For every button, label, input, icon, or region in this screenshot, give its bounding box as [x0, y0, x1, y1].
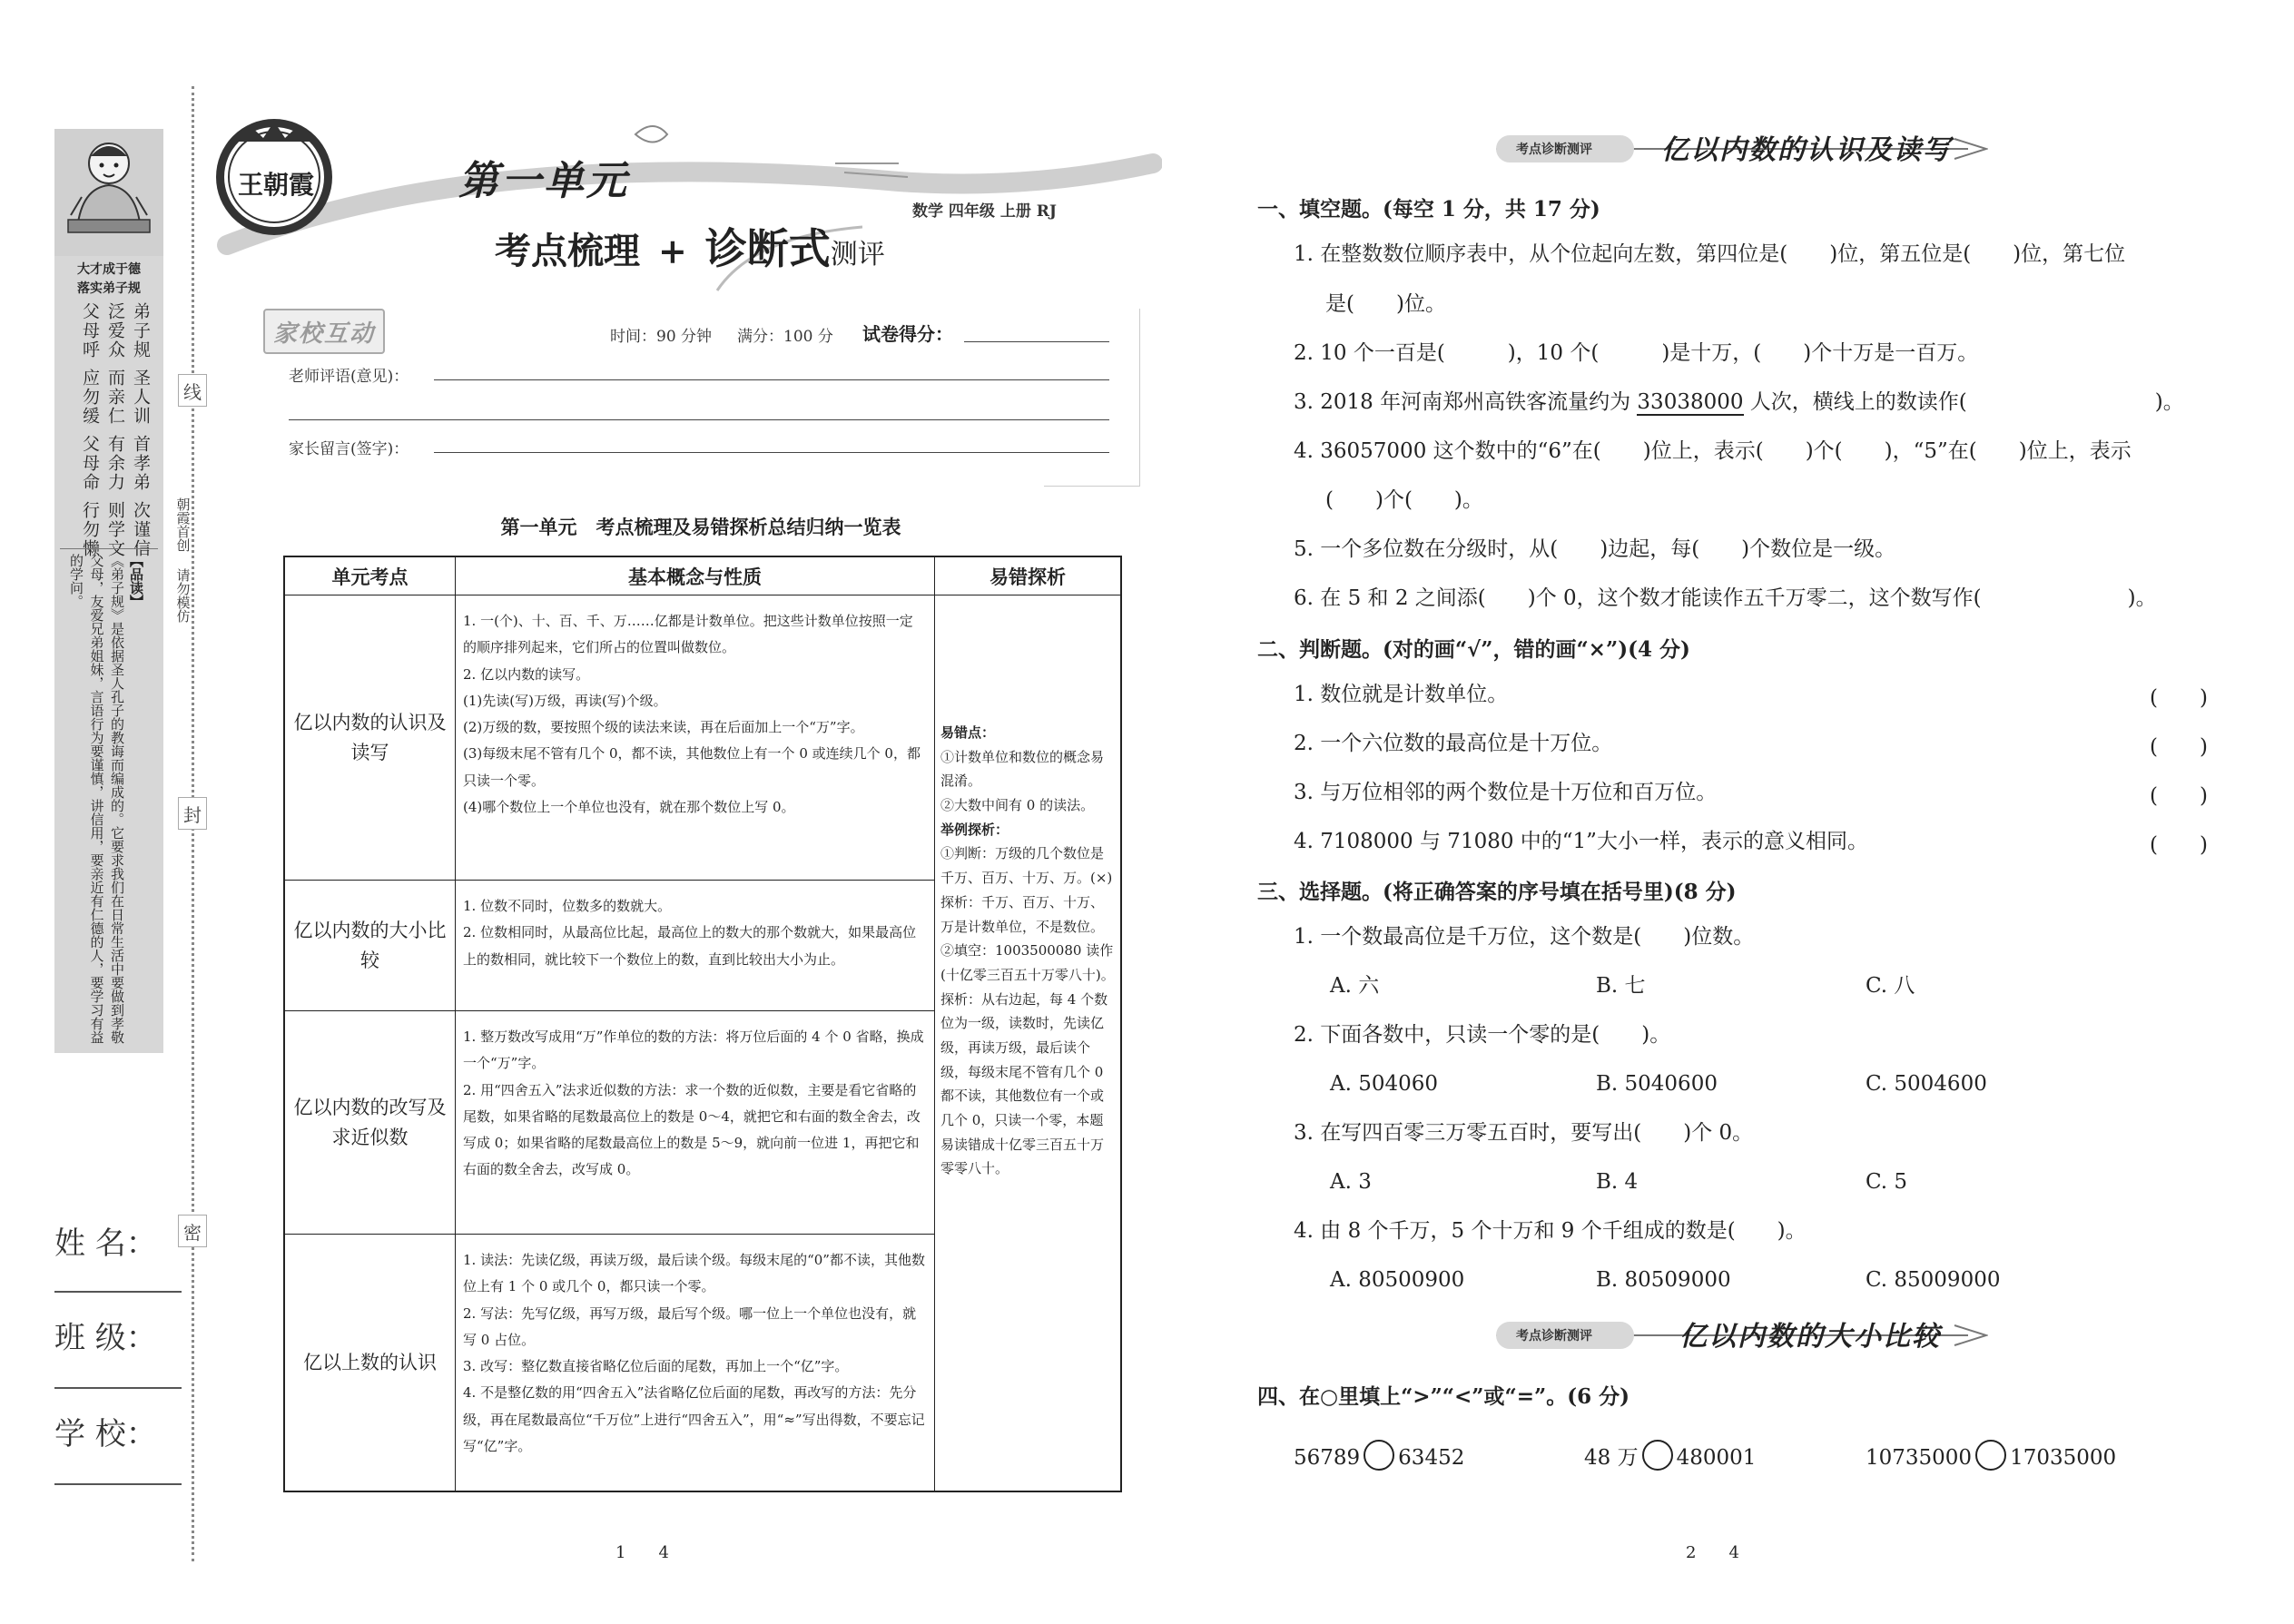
banner2-title: 亿以内数的大小比较: [1679, 1321, 1941, 1353]
header-pitfalls: 易错探析: [935, 557, 1120, 595]
pitfall-line: 探析：从右边起，每 4 个数位为一级，读数时，先读亿级，再读万级，最后读个级，每级末尾不管有几个 0 都不读，其他数位有一个或几个 0，只读一个零，本题易读错成十亿零三百五十万零零八十。: [940, 990, 1108, 1177]
header-concepts: 基本概念与性质: [456, 557, 935, 595]
choice-q3-option-c[interactable]: C. 5: [1866, 1170, 1908, 1194]
unit-title: 第一单元: [458, 158, 629, 204]
choice-q2-option-a[interactable]: A. 504060: [1330, 1072, 1439, 1096]
section-1-heading: 一、填空题。(每空 1 分，共 17 分): [1257, 197, 1600, 221]
name-line[interactable]: [54, 1291, 182, 1293]
choice-q1: 1. 一个数最高位是千万位，这个数是( )位数。: [1294, 925, 1755, 949]
content-line: 1. 读法：先读亿级，再读万级，最后读个级。每级末尾的“0”都不读，其他数位上有 1 个 0 或几个 0，都只读一个零。: [463, 1252, 925, 1295]
choice-q4: 4. 由 8 个千万，5 个十万和 9 个千组成的数是( )。: [1294, 1219, 1807, 1243]
choice-q1-option-c[interactable]: C. 八: [1866, 974, 1915, 998]
side-divider: [60, 548, 158, 549]
pitfall-line: ②大数中间有 0 的读法。: [940, 797, 1095, 814]
judge-q1: 1. 数位就是计数单位。: [1294, 683, 1509, 706]
compare-right: 63452: [1398, 1446, 1465, 1470]
choice-q4-option-a[interactable]: A. 80500900: [1330, 1268, 1465, 1292]
poem-col-5: 泛爱众: [105, 302, 125, 359]
pitfall-line: ②填空：1003500080 读作(十亿零三百五十万零八十)。: [940, 942, 1115, 983]
score-input-line[interactable]: [964, 341, 1109, 342]
compare-item-1: [1294, 1440, 1464, 1472]
fill-q2: 2. 10 个一百是( )，10 个( )是十万，( )个十万是一百万。: [1294, 341, 1979, 365]
right-page-number: 2 4: [1686, 1543, 1739, 1562]
fill-q3: [1294, 389, 2184, 417]
choice-q3-option-b[interactable]: B. 4: [1596, 1170, 1639, 1194]
content-line: (4)哪个数位上一个单位也没有，就在那个数位上写 0。: [463, 798, 795, 815]
mascot-boy-icon: [54, 129, 163, 256]
content-line: 1. 一(个)、十、百、千、万……亿都是计数单位。把这些计数单位按照一定的顺序排列起来，它们所占的位置叫做数位。: [463, 613, 913, 656]
parent-note-line[interactable]: [434, 452, 1109, 453]
choice-q2-option-c[interactable]: C. 5004600: [1866, 1072, 1987, 1096]
content-line: 1. 位数不同时，位数多的数就大。: [463, 898, 672, 914]
school-line[interactable]: [54, 1483, 182, 1485]
poem-col-12: 行勿懒: [80, 501, 100, 558]
name-label: 姓 名：: [54, 1225, 157, 1262]
banner1-title: 亿以内数的认识及读写: [1661, 134, 1952, 166]
judge-answer-3[interactable]: ( ): [2150, 784, 2208, 808]
topic-cell-3: 亿以内数的改写及求近似数: [285, 1011, 456, 1235]
choice-q4-option-c[interactable]: C. 85009000: [1866, 1268, 2001, 1292]
content-line: 1. 整万数改写成用“万”作单位的数的方法：将万位后面的 4 个 0 省略，换成一个“万”字。: [463, 1029, 924, 1072]
cut-mark-line: 线: [178, 374, 207, 407]
cut-mark-seal: 封: [178, 797, 207, 830]
section-2-heading: 二、判断题。(对的画“√”，错的画“×”)(4 分): [1257, 637, 1690, 662]
header-topic: 单元考点: [285, 557, 456, 595]
summary-table: [283, 556, 1122, 1492]
content-line: 4. 不是整亿数的用“四舍五入”法省略亿位后面的尾数，再改写的方法：先分级，再在尾数最高位“千万位”上进行“四舍五入”，用“≈”写出得数，不要忘记写“亿”字。: [463, 1384, 925, 1454]
topic-cell-2: 亿以内数的大小比较: [285, 881, 456, 1011]
fill-q1-line2: 是( )位。: [1325, 292, 1446, 316]
choice-q4-option-b[interactable]: B. 80509000: [1596, 1268, 1731, 1292]
fill-q4-line1: 4. 36057000 这个数中的“6”在( )位上，表示( )个( )，“5”在( )位上，表示: [1294, 439, 2132, 463]
content-cell-4: [456, 1235, 935, 1491]
margin-note: 朝霞首创 请勿模仿: [174, 497, 192, 623]
fill-q3-b: 人次，横线上的数读作( )。: [1743, 390, 2184, 414]
content-line: 2. 写法：先写亿级，再写万级，最后写个级。哪一位上一个单位也没有，就写 0 占位。: [463, 1304, 917, 1348]
judge-answer-1[interactable]: ( ): [2150, 686, 2208, 710]
content-line: 2. 亿以内数的读写。: [463, 665, 590, 683]
poem-col-6: 而亲仁: [105, 369, 125, 426]
content-line: 2. 位数相同时，从最高位比起，最高位上的数大的那个数就大，如果最高位上的数相同，就比较下一个数位上的数，直到比较出大小为止。: [463, 924, 917, 968]
teacher-comment-line-2[interactable]: [289, 419, 1109, 420]
section-3-heading: 三、选择题。(将正确答案的序号填在括号里)(8 分): [1257, 880, 1737, 904]
poem-col-1: 弟子规: [131, 302, 151, 359]
content-line: 3. 改写：整亿数直接省略亿位后面的尾数，再加上一个“亿”字。: [463, 1358, 849, 1374]
class-label: 班 级：: [54, 1320, 157, 1356]
content-line: (2)万级的数，要按照个级的读法来读，再在后面加上一个“万”字。: [463, 719, 864, 735]
reading-label: 【品读】: [128, 554, 144, 608]
fill-q1-line1: 1. 在整数数位顺序表中，从个位起向左数，第四位是( )位，第五位是( )位，第七位: [1294, 242, 2126, 266]
choice-q3-option-a[interactable]: A. 3: [1330, 1170, 1372, 1194]
compare-left: 48 万: [1584, 1446, 1639, 1470]
slogan-2: 落实弟子规: [77, 281, 141, 296]
content-cell-1: [456, 595, 935, 881]
compare-circle-blank[interactable]: [1642, 1440, 1673, 1471]
subtitle-c: 测评: [830, 239, 885, 271]
choice-q1-option-b[interactable]: B. 七: [1596, 974, 1646, 998]
fill-q4-line2: ( )个( )。: [1325, 488, 1483, 512]
poem-col-7: 有余力: [105, 435, 125, 492]
table-title: 第一单元 考点梳理及易错探析总结归纳一览表: [500, 516, 901, 538]
reading-text: 《弟子规》是依据圣人孔子的教诲而编成的。它要求我们在日常生活中要做到孝敬父母，友爱兄弟姐妹，言语行为要谨慎，讲信用，要亲近有仁德的人，要学习有益的学问。: [68, 554, 125, 1044]
score-full-label: 满分：100 分: [737, 328, 833, 346]
fill-q5: 5. 一个多位数在分级时，从( )边起，每( )个数位是一级。: [1294, 537, 1896, 561]
pitfall-example-heading: 举例探析：: [940, 821, 1009, 838]
section-4-heading: 四、在○里填上“>”“<”或“=”。(6 分): [1257, 1384, 1630, 1409]
frame-line-v: [1139, 309, 1141, 486]
banner2-tag: 考点诊断测评: [1516, 1329, 1592, 1343]
compare-right: 17035000: [2010, 1446, 2117, 1470]
content-line: (3)每级末尾不管有几个 0，都不读，其他数位上有一个 0 或连续几个 0，都只读一个零。: [463, 745, 921, 789]
fill-q3-underlined-number: 33038000: [1637, 390, 1744, 414]
poem-col-11: 父母命: [80, 435, 100, 492]
time-label: 时间：90 分钟: [610, 328, 713, 346]
compare-right: 480001: [1676, 1446, 1757, 1470]
topic-cell-1: 亿以内数的认识及读写: [285, 595, 456, 881]
poem-col-3: 首孝弟: [131, 435, 151, 492]
teacher-comment-line-1[interactable]: [434, 379, 1109, 380]
judge-q3: 3. 与万位相邻的两个数位是十万位和百万位。: [1294, 781, 1718, 804]
content-cell-2: [456, 881, 935, 1011]
subtitle: [495, 216, 885, 276]
home-school-badge: 家校互动: [263, 309, 385, 354]
pitfall-line: 探析：千万、百万、十万、万是计数单位，不是数位。: [940, 893, 1105, 935]
logo-text: 王朝霞: [238, 170, 315, 200]
compare-left: 56789: [1294, 1446, 1361, 1470]
fill-q3-a: 3. 2018 年河南郑州高铁客流量约为: [1294, 390, 1638, 414]
subtitle-b: 诊断式: [704, 224, 831, 273]
class-line[interactable]: [54, 1387, 182, 1389]
compare-circle-blank[interactable]: [1975, 1440, 2006, 1471]
pitfall-heading: 易错点：: [940, 724, 996, 741]
slogan-1: 大才成于德: [77, 262, 141, 277]
subtitle-plus: +: [657, 231, 687, 271]
judge-q2: 2. 一个六位数的最高位是十万位。: [1294, 732, 1613, 755]
poem-col-10: 应勿缓: [80, 369, 100, 426]
poem-col-8: 则学文: [105, 501, 125, 558]
poem-col-4: 次谨信: [131, 501, 151, 558]
cut-mark-secret: 密: [178, 1215, 207, 1247]
compare-left: 10735000: [1866, 1446, 1973, 1470]
choice-q3: 3. 在写四百零三万零五百时，要写出( )个 0。: [1294, 1121, 1754, 1145]
content-line: (1)先读(写)万级，再读(写)个级。: [463, 692, 667, 709]
topic-cell-4: 亿以上数的认识: [285, 1235, 456, 1491]
content-line: 2. 用“四舍五入”法求近似数的方法：求一个数的近似数，主要是看它省略的尾数，如果省略的尾数最高位上的数是 0～4，就把它和右面的数全舍去，改写成 0；如果省略的尾数最高位上的数是 5～9，就向前一位进 1，再把它和右面的数全舍去，改写成 0。: [463, 1081, 921, 1178]
banner1-tag: 考点诊断测评: [1516, 143, 1592, 157]
subtitle-a: 考点梳理: [495, 230, 640, 272]
parent-note-label: 家长留言(签字)：: [289, 440, 409, 458]
compare-item-2: [1584, 1440, 1756, 1472]
judge-answer-2[interactable]: ( ): [2150, 735, 2208, 759]
frame-line-h: [1044, 486, 1140, 487]
choice-q1-option-a[interactable]: A. 六: [1330, 974, 1380, 998]
content-cell-3: [456, 1011, 935, 1235]
pitfall-cell: [935, 595, 1120, 1491]
choice-q2: 2. 下面各数中，只读一个零的是( )。: [1294, 1023, 1671, 1047]
school-label: 学 校：: [54, 1416, 157, 1452]
poem-col-2: 圣人训: [131, 369, 151, 426]
fill-q6: 6. 在 5 和 2 之间添( )个 0，这个数才能读作五千万零二，这个数写作( )。: [1294, 586, 2157, 610]
pitfall-line: ①判断：万级的几个数位是千万、百万、十万、万。(×): [940, 845, 1113, 887]
poem-col-9: 父母呼: [80, 302, 100, 359]
judge-q4: 4. 7108000 与 71080 中的“1”大小一样，表示的意义相同。: [1294, 830, 1868, 853]
judge-answer-4[interactable]: ( ): [2150, 833, 2208, 857]
choice-q2-option-b[interactable]: B. 5040600: [1596, 1072, 1718, 1096]
compare-item-3: [1866, 1440, 2116, 1472]
pitfall-line: ①计数单位和数位的概念易混淆。: [940, 748, 1105, 790]
score-label: 试卷得分：: [862, 323, 953, 345]
compare-circle-blank[interactable]: [1364, 1440, 1394, 1471]
book-info: 数学 四年级 上册 RJ: [912, 202, 1057, 221]
left-page-number: 1 4: [615, 1543, 669, 1562]
teacher-comment-label: 老师评语(意见)：: [289, 368, 409, 386]
